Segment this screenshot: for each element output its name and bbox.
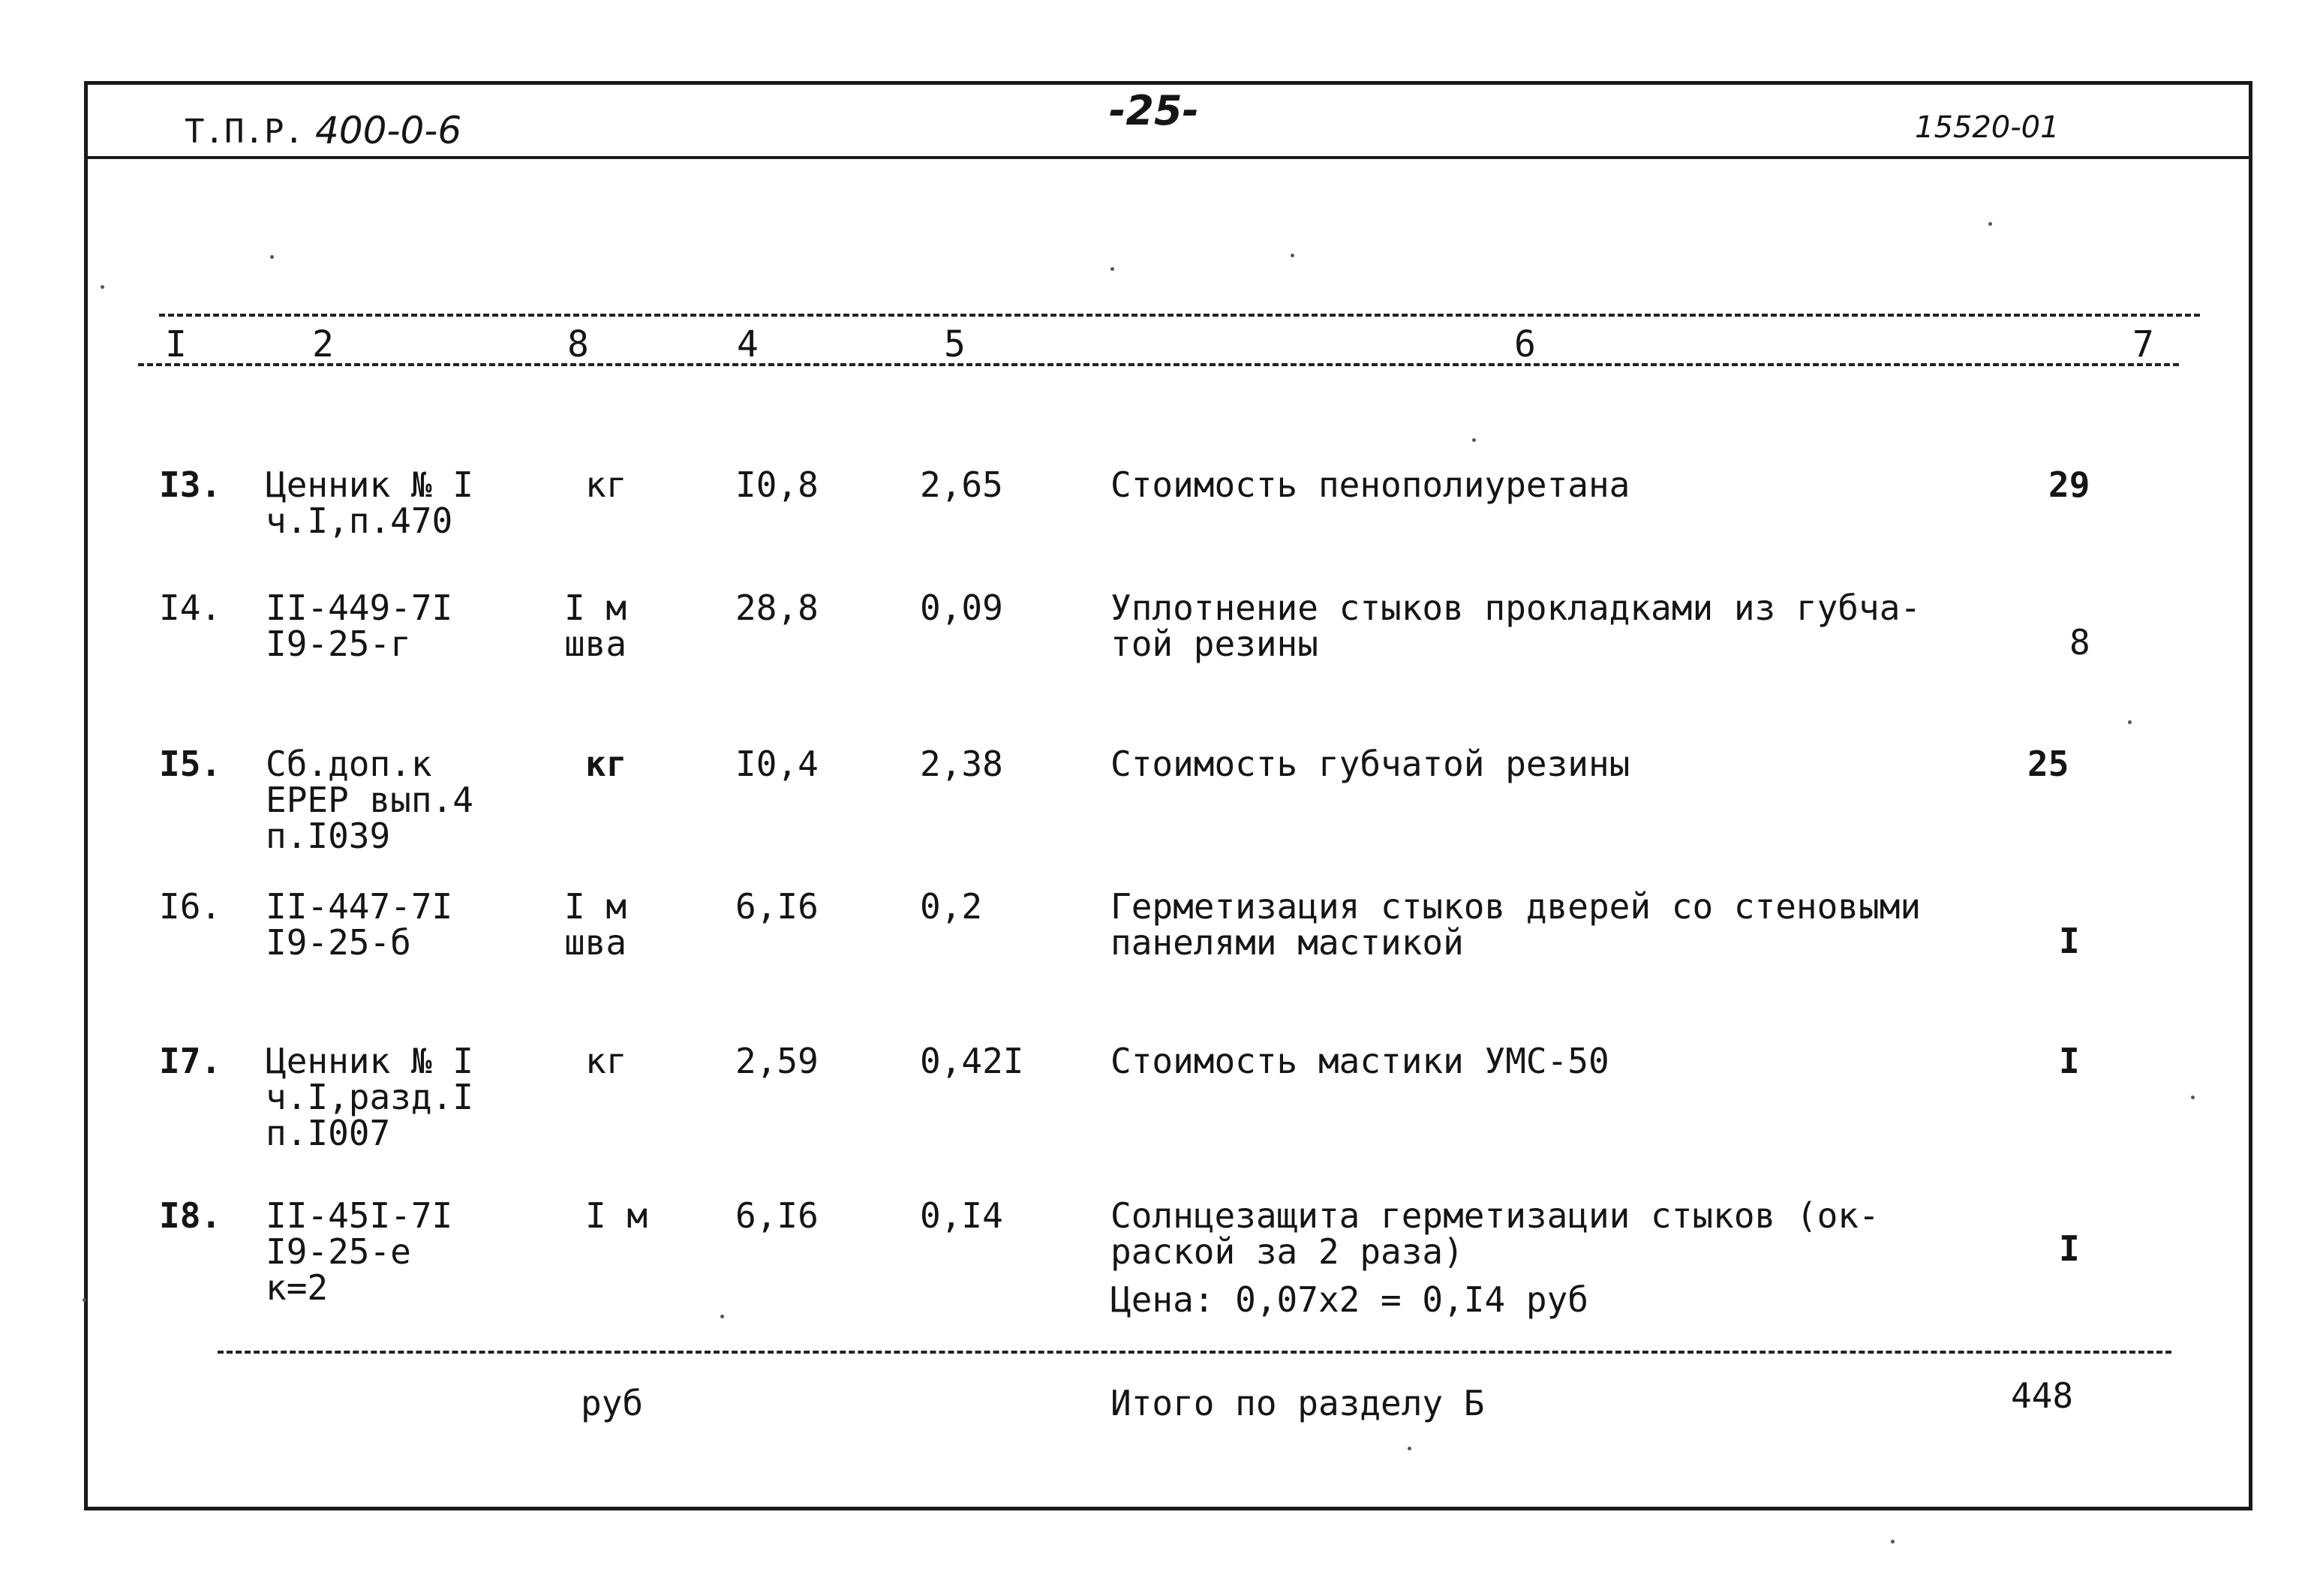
column-number-1: I — [165, 323, 187, 365]
row-total: 29 — [2048, 464, 2090, 505]
row-price: 2,38 — [920, 744, 1003, 784]
doc-prefix: Т.П.Р. — [185, 113, 304, 151]
row-total: I — [2059, 921, 2080, 961]
row-description: Стоимость пенополиуретана — [1110, 464, 1630, 505]
summary-rule — [218, 1351, 2171, 1354]
row-total: I — [2059, 1228, 2080, 1269]
row-quantity: 6,I6 — [735, 886, 819, 927]
column-number-4: 4 — [737, 323, 759, 365]
column-number-5: 5 — [944, 323, 966, 365]
row-number: I5. — [159, 744, 222, 784]
scan-speck — [2191, 1096, 2195, 1099]
row-number: I4. — [159, 588, 222, 628]
doc-number: 400-0-6 — [315, 109, 462, 152]
row-description: Герметизация стыков дверей со стеновыми панелями мастикой — [1110, 886, 1922, 963]
scan-speck — [1408, 1447, 1411, 1450]
row-reference: II-447-7I I9-25-б — [266, 886, 453, 963]
scan-speck — [720, 1315, 724, 1318]
row-reference: II-449-7I I9-25-г — [266, 588, 453, 664]
row-quantity: I0,8 — [735, 464, 819, 505]
row-total: 25 — [2027, 744, 2069, 784]
column-number-6: 6 — [1514, 323, 1536, 365]
row-price: 0,09 — [920, 588, 1003, 628]
row-unit: I м — [585, 1195, 648, 1236]
row-price: 2,65 — [920, 464, 1003, 505]
archive-code: 15520-01 — [1915, 110, 2060, 145]
row-description: Стоимость мастики УМС-50 — [1110, 1041, 1609, 1081]
column-number-2: 2 — [312, 323, 334, 365]
row-reference: II-45I-7I I9-25-е к=2 — [266, 1195, 453, 1308]
row-total: 8 — [2069, 622, 2090, 663]
row-number: I8. — [159, 1195, 222, 1236]
row-unit: кг — [585, 464, 627, 505]
row-quantity: 28,8 — [735, 588, 819, 628]
row-description: Уплотнение стыков прокладками из губча- той резины — [1110, 588, 1922, 664]
column-header-top-rule — [159, 314, 2200, 317]
column-header-bottom-rule — [138, 363, 2179, 366]
summary-unit: руб — [581, 1383, 644, 1423]
row-unit: кг — [585, 1041, 627, 1081]
row-description-note: Цена: 0,07х2 = 0,I4 руб — [1110, 1279, 1588, 1320]
row-description: Солнцезащита герметизации стыков (ок- раской за 2 раза) — [1110, 1195, 1880, 1272]
scan-speck — [83, 1298, 86, 1302]
column-number-3: 8 — [567, 323, 589, 365]
row-reference: Сб.доп.к ЕРЕР вып.4 п.I039 — [266, 744, 473, 856]
row-number: I6. — [159, 886, 222, 927]
column-number-7: 7 — [2132, 323, 2154, 365]
row-reference: Ценник № I ч.I,п.470 — [266, 464, 473, 541]
scan-speck — [1891, 1540, 1895, 1543]
scan-speck — [101, 285, 104, 289]
header-divider — [84, 156, 2252, 159]
scan-speck — [270, 255, 274, 259]
row-description: Стоимость губчатой резины — [1110, 744, 1630, 784]
row-price: 0,I4 — [920, 1195, 1003, 1236]
scan-speck — [1291, 254, 1294, 257]
summary-total: 448 — [2011, 1375, 2074, 1416]
row-unit: кг — [585, 744, 627, 784]
row-total: I — [2059, 1041, 2080, 1081]
row-number: I7. — [159, 1041, 222, 1081]
row-quantity: I0,4 — [735, 744, 819, 784]
scan-speck — [1472, 438, 1476, 442]
scan-speck — [2128, 720, 2132, 724]
scan-speck — [1988, 222, 1992, 226]
row-price: 0,2 — [920, 886, 983, 927]
scan-speck — [1110, 267, 1114, 271]
row-number: I3. — [159, 464, 222, 505]
row-quantity: 6,I6 — [735, 1195, 819, 1236]
row-reference: Ценник № I ч.I,разд.I п.I007 — [266, 1041, 473, 1153]
row-unit: I м шва — [564, 886, 627, 963]
page-number: -25- — [1109, 87, 1199, 134]
summary-label: Итого по разделу Б — [1110, 1383, 1485, 1423]
row-quantity: 2,59 — [735, 1041, 819, 1081]
row-price: 0,42I — [920, 1041, 1024, 1081]
row-unit: I м шва — [564, 588, 627, 664]
